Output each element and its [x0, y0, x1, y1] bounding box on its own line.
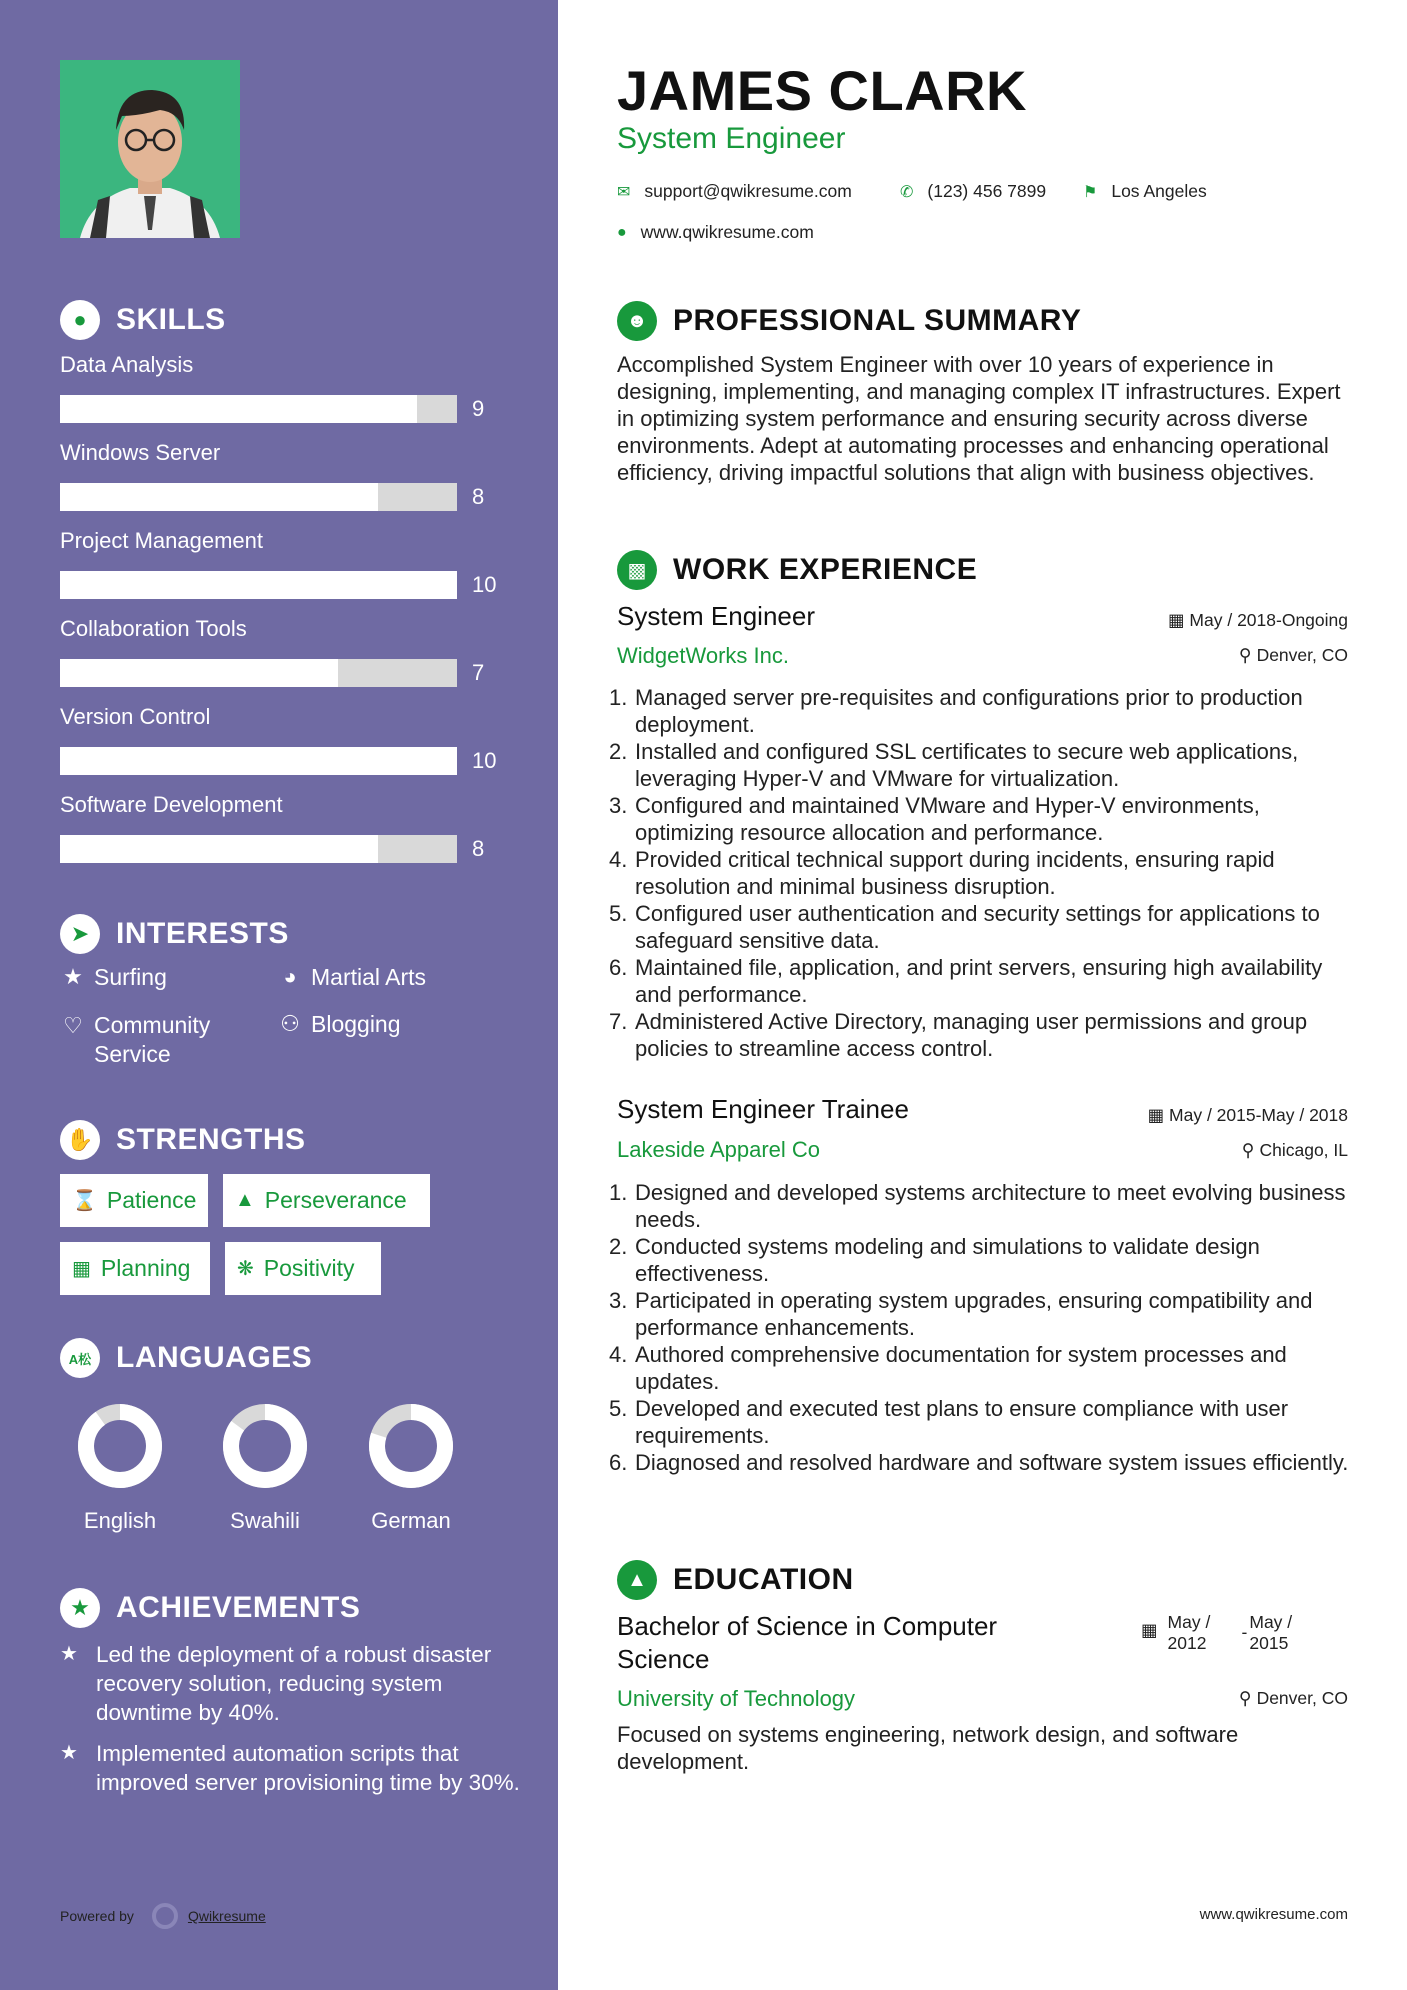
experience-title: WORK EXPERIENCE: [673, 553, 978, 586]
skill-label: Version Control: [60, 704, 211, 729]
duty-text: Authored comprehensive documentation for system processes and updates.: [635, 1342, 1287, 1394]
language-label: Swahili: [230, 1508, 300, 1533]
job-location-text: Denver, CO: [1256, 645, 1348, 665]
skill-bar: [60, 571, 457, 599]
duty-text: Installed and configured SSL certificates to secure web applications, leveraging Hyper-V and VMware for virtualization.: [635, 739, 1299, 791]
list-item: 5. Developed and executed test plans to ensure compliance with user requirements.: [609, 1396, 1289, 1448]
language-label: English: [83, 1508, 157, 1533]
map-marker-icon: ⚑: [1083, 183, 1098, 201]
language-donut: [76, 1402, 164, 1490]
job-duties: [609, 1179, 1354, 1476]
skill-label: Collaboration Tools: [60, 616, 247, 641]
star-badge-icon: ★: [60, 1588, 100, 1628]
interest-label: Martial Arts: [311, 964, 427, 990]
road-icon: ▲: [235, 1189, 255, 1211]
skill-bar-fill: [60, 571, 457, 599]
globe-icon: ◕: [283, 964, 297, 989]
powered-by: [60, 1903, 266, 1929]
skill-value: 10: [472, 748, 497, 773]
skill-label: Data Analysis: [60, 352, 194, 377]
user-icon: ☻: [617, 301, 657, 341]
company-name: Lakeside Apparel Co: [617, 1137, 821, 1162]
sidebar: [0, 0, 558, 1990]
strength-chip: [223, 1174, 430, 1227]
achievement-item: [60, 1640, 520, 1727]
skill-bar-fill: [60, 835, 378, 863]
strengths-heading: [60, 1120, 306, 1160]
education-end: May / 2015: [1249, 1612, 1293, 1653]
users-icon: ⚇: [280, 1011, 300, 1036]
interests-heading: [60, 914, 289, 954]
degree-title: Bachelor of Science in Computer Science: [617, 1611, 998, 1674]
skill-bar: [60, 747, 457, 775]
experience-heading: [617, 550, 977, 590]
phone-icon: ✆: [900, 183, 914, 201]
list-item: 6. Maintained file, application, and print servers, ensuring high availability and performance.: [609, 955, 1323, 1007]
skill-item: [60, 704, 500, 773]
skill-label: Windows Server: [60, 440, 221, 465]
company-name: WidgetWorks Inc.: [617, 643, 789, 668]
education-title: EDUCATION: [673, 1563, 854, 1596]
contact-phone[interactable]: [900, 181, 1046, 202]
job-location: [1239, 645, 1348, 666]
duty-text: Configured user authentication and security settings for applications to safeguard sensitive data.: [635, 901, 1320, 953]
list-item: 7. Administered Active Directory, managing user permissions and group policies to streamline access control.: [609, 1009, 1308, 1061]
skill-bar-fill: [60, 483, 378, 511]
skill-bar: [60, 835, 457, 863]
summary-title: PROFESSIONAL SUMMARY: [673, 304, 1082, 337]
education-heading: [617, 1560, 854, 1600]
achievements-heading: [60, 1588, 360, 1628]
interest-label: Blogging: [311, 1011, 401, 1037]
strength-label: Patience: [106, 1187, 197, 1213]
profile-photo: [60, 60, 240, 238]
phone-text: (123) 456 7899: [927, 181, 1047, 201]
calendar-icon: ▦: [1168, 610, 1185, 630]
duty-text: Managed server pre-requisites and configurations prior to production deployment.: [635, 685, 1303, 737]
pin-icon: ⚲: [1238, 645, 1252, 665]
list-item: 6. Diagnosed and resolved hardware and software system issues efficiently.: [609, 1450, 1349, 1475]
skill-bar-fill: [60, 395, 417, 423]
skill-item: [60, 792, 500, 861]
achievement-text: Led the deployment of a robust disaster recovery solution, reducing system downtime by 40%.: [96, 1642, 492, 1725]
qwikresume-logo-icon: [152, 1903, 178, 1929]
list-item: 4. Provided critical technical support during incidents, ensuring rapid resolution and minimal business disruption.: [609, 847, 1275, 899]
job-title: System Engineer Trainee: [617, 1094, 909, 1124]
duty-text: Diagnosed and resolved hardware and software system issues efficiently.: [635, 1450, 1349, 1475]
list-item: 4. Authored comprehensive documentation for system processes and updates.: [609, 1342, 1287, 1394]
summary-heading: [617, 301, 1081, 341]
interest-item: [60, 1011, 260, 1069]
qwikresume-link[interactable]: Qwikresume: [187, 1908, 266, 1924]
contact-location: [1083, 181, 1207, 202]
hand-icon: ♡: [63, 1013, 83, 1038]
language-item: [65, 1402, 175, 1534]
skill-bar: [60, 483, 457, 511]
globe-icon: ●: [617, 223, 627, 241]
job-dates: [1148, 1105, 1348, 1126]
strength-label: Perseverance: [264, 1187, 407, 1213]
skill-bar: [60, 659, 457, 687]
graduation-cap-icon: ▲: [617, 1560, 657, 1600]
date-separator: -: [1241, 1622, 1248, 1642]
languages-title: LANGUAGES: [116, 1341, 313, 1374]
language-item: [356, 1402, 466, 1534]
language-item: [210, 1402, 320, 1534]
skill-item: [60, 440, 500, 509]
skill-bar: [60, 395, 457, 423]
education-location: [1239, 1688, 1348, 1709]
hourglass-icon: ⌛: [72, 1190, 97, 1212]
job-dates-text: May / 2018-Ongoing: [1189, 610, 1348, 630]
list-item: 3. Participated in operating system upgrades, ensuring compatibility and performance enhancements.: [609, 1288, 1313, 1340]
pin-icon: ⚲: [1241, 1140, 1255, 1160]
pin-icon: ⚲: [1238, 1688, 1252, 1708]
language-icon: A松: [60, 1338, 100, 1378]
candidate-title: System Engineer: [617, 122, 846, 155]
skill-value: 8: [472, 484, 485, 509]
summary-text: Accomplished System Engineer with over 10 years of experience in designing, implementing, and managing complex IT infrastructures. Expert in optimizing system performance and ensuring security across diverse environments. Adept at automating processes and enhancing operational efficiency, driving impactful solutions that align with business objectives.: [617, 352, 1341, 485]
duty-text: Maintained file, application, and print servers, ensuring high availability and performance.: [635, 955, 1323, 1007]
achievements-title: ACHIEVEMENTS: [116, 1591, 361, 1624]
shooting-star-icon: ★: [60, 1742, 78, 1764]
interest-item: [277, 964, 426, 991]
briefcase-icon: ▩: [617, 550, 657, 590]
paper-plane-icon: ➤: [60, 914, 100, 954]
spinner-icon: ❋: [237, 1258, 254, 1280]
skills-heading: [60, 300, 226, 340]
achievement-item: [60, 1739, 520, 1797]
language-donut: [221, 1402, 309, 1490]
duty-text: Provided critical technical support during incidents, ensuring rapid resolution and minimal business disruption.: [635, 847, 1275, 899]
email-text: support@qwikresume.com: [644, 181, 852, 201]
list-item: 1. Designed and developed systems architecture to meet evolving business needs.: [609, 1180, 1346, 1232]
strength-label: Positivity: [263, 1255, 355, 1281]
calendar-icon: ▦: [1141, 1620, 1158, 1640]
list-item: 1. Managed server pre-requisites and configurations prior to production deployment.: [609, 685, 1303, 737]
skill-value: 10: [472, 572, 497, 597]
list-item: 2. Installed and configured SSL certificates to secure web applications, leveraging Hyper-V and VMware for virtualization.: [609, 739, 1299, 791]
skills-title: SKILLS: [116, 303, 226, 336]
job-dates-text: May / 2015-May / 2018: [1169, 1105, 1348, 1125]
education-description: Focused on systems engineering, network design, and software development.: [617, 1722, 1239, 1774]
skill-item: [60, 352, 500, 421]
job-dates: [1168, 610, 1348, 631]
skill-label: Software Development: [60, 792, 283, 817]
strengths-title: STRENGTHS: [116, 1123, 306, 1156]
education-dates: [1141, 1612, 1309, 1654]
calendar-icon: ▦: [1147, 1105, 1165, 1125]
duty-text: Designed and developed systems architecture to meet evolving business needs.: [635, 1180, 1346, 1232]
fist-icon: ✋: [60, 1120, 100, 1160]
star-icon: ★: [63, 964, 83, 989]
interest-label: Surfing: [94, 964, 167, 990]
education-start: May / 2012: [1167, 1612, 1211, 1653]
interest-label: Community Service: [94, 1012, 211, 1067]
duty-text: Participated in operating system upgrades, ensuring compatibility and performance enhancements.: [635, 1288, 1313, 1340]
lightbulb-icon: ●: [60, 300, 100, 340]
education-location-text: Denver, CO: [1256, 1688, 1348, 1708]
skill-value: 9: [472, 396, 485, 421]
skill-bar-fill: [60, 659, 338, 687]
language-label: German: [371, 1508, 451, 1533]
interest-item: [60, 964, 167, 991]
strength-label: Planning: [100, 1255, 191, 1281]
skill-label: Project Management: [60, 528, 263, 553]
website-text: www.qwikresume.com: [640, 222, 814, 242]
skill-value: 7: [472, 660, 485, 685]
skill-value: 8: [472, 836, 485, 861]
skill-item: [60, 528, 500, 597]
language-donut: [367, 1402, 455, 1490]
skill-item: [60, 616, 500, 685]
duty-text: Configured and maintained VMware and Hyper-V environments, optimizing resource allocation and performance.: [635, 793, 1260, 845]
strength-chip: [60, 1174, 208, 1227]
footer-url[interactable]: www.qwikresume.com: [1199, 1906, 1348, 1923]
languages-heading: [60, 1338, 312, 1378]
contact-email[interactable]: [617, 181, 852, 202]
list-item: 2. Conducted systems modeling and simulations to validate design effectiveness.: [609, 1234, 1260, 1286]
shooting-star-icon: ★: [60, 1643, 78, 1665]
envelope-icon: ✉: [617, 183, 631, 201]
list-item: 5. Configured user authentication and security settings for applications to safeguard sensitive data.: [609, 901, 1320, 953]
strength-chip: [60, 1242, 210, 1295]
location-text: Los Angeles: [1111, 181, 1207, 201]
achievement-text: Implemented automation scripts that improved server provisioning time by 30%.: [96, 1741, 520, 1795]
contact-website[interactable]: [617, 222, 814, 243]
skill-bar-fill: [60, 747, 457, 775]
calendar-icon: ▦: [72, 1258, 91, 1280]
interests-title: INTERESTS: [116, 917, 289, 950]
powered-label: Powered by: [60, 1908, 134, 1924]
job-location: [1242, 1140, 1348, 1161]
duty-text: Conducted systems modeling and simulations to validate design effectiveness.: [635, 1234, 1260, 1286]
job-duties: [609, 684, 1354, 1062]
list-item: 3. Configured and maintained VMware and Hyper-V environments, optimizing resource allocation and performance.: [609, 793, 1260, 845]
job-title: System Engineer: [617, 601, 815, 631]
duty-text: Administered Active Directory, managing user permissions and group policies to streamline access control.: [635, 1009, 1308, 1061]
interest-item: [277, 1011, 401, 1038]
strength-chip: [225, 1242, 381, 1295]
candidate-name: JAMES CLARK: [617, 59, 1027, 122]
duty-text: Developed and executed test plans to ensure compliance with user requirements.: [635, 1396, 1289, 1448]
job-location-text: Chicago, IL: [1259, 1140, 1348, 1160]
school-name: University of Technology: [617, 1686, 856, 1711]
